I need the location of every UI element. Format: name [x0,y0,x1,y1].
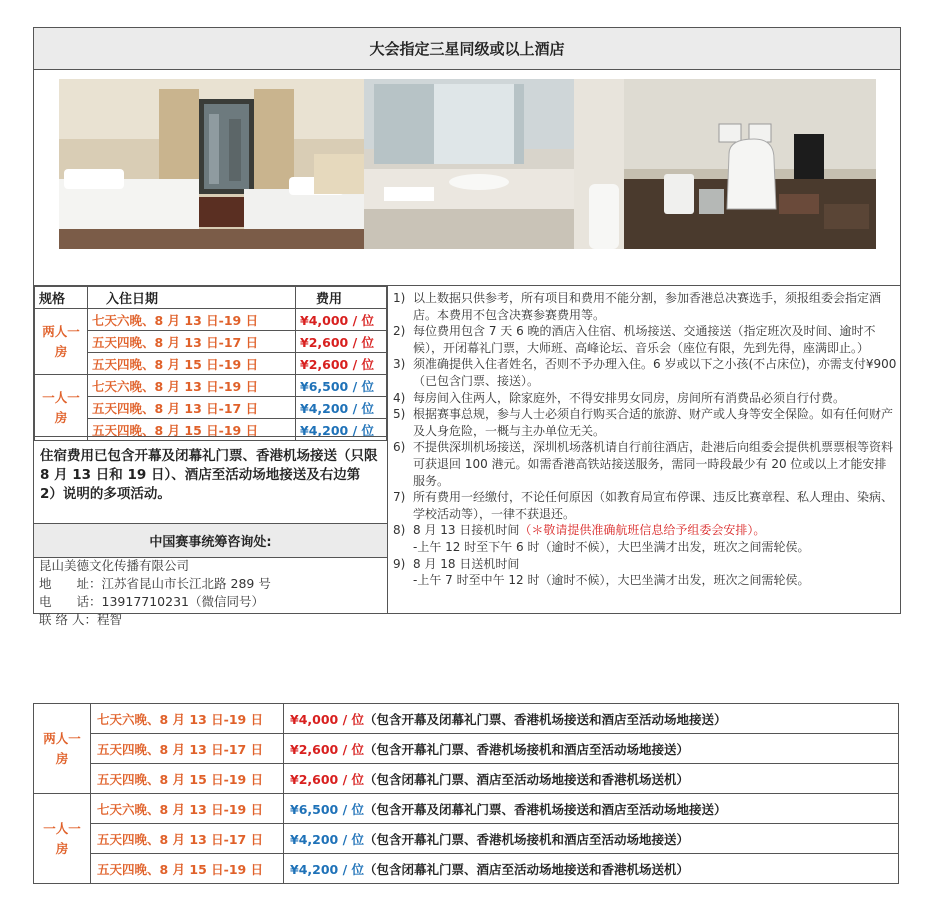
dates-cell: 五天四晚、8 月 13 日-17 日 [91,734,284,764]
table-row [34,824,899,854]
room-type-double: 两人一房 [35,309,88,375]
room-type-single: 一人一房 [34,794,91,884]
fee-value: ¥2,600 / 位 [290,771,365,787]
company-name: 昆山美德文化传播有限公司 [39,558,190,573]
note-number: 5) [393,407,406,422]
fee-value: ¥4,200 / 位 [290,831,365,847]
list-item [393,290,898,323]
person-value: 程智 [96,612,122,627]
address-label: 地 址： [39,576,102,591]
price-section [34,286,388,627]
dates-cell: 五天四晚、8 月 13 日-17 日 [88,331,296,353]
contact-info [34,557,387,629]
list-item [393,522,898,555]
note-number: 8) [393,523,406,538]
note-number: 2) [393,324,406,339]
fee-cell: ¥6,500 / 位 [296,375,387,397]
contact-header: 中国赛事统筹咨询处: [34,523,387,558]
note-text: 根据赛事总规，参与人士必须自行购买合适的旅游、财产或人身等安全保险。如有任何财产及人身危险，一概与主办单位无关。 [413,407,894,438]
address-line [39,575,382,593]
price-table-header [35,287,387,309]
table-row [35,331,387,353]
dates-cell: 五天四晚、8 月 15 日-19 日 [91,764,284,794]
package-detail-panel [33,703,901,891]
fee-detail: （包含开幕礼门票、香港机场接机和酒店至活动场地接送） [364,831,690,847]
fee-cell: ¥4,000 / 位 [296,309,387,331]
note-text: 每房间入住两人，除家庭外，不得安排男女同房，房间所有消费品必须自行付费。 [413,390,846,405]
fee-detail: （包含闭幕礼门票、酒店至活动场地接送和香港机场送机） [364,861,690,877]
fee-detail: （包含开幕礼门票、香港机场接机和酒店至活动场地接送） [364,741,690,757]
hotel-photos [34,69,900,286]
fee-detail: （包含闭幕礼门票、酒店至活动场地接送和香港机场送机） [364,771,690,787]
note-sub: -上午 7 时至中午 12 时（逾时不候），大巴坐满才出发，班次之间需轮侯。 [413,573,810,588]
table-row [34,794,899,824]
fee-detail-cell [284,824,899,854]
price-table [34,286,387,441]
fee-detail: （包含开幕及闭幕礼门票、香港机场接送和酒店至活动场地接送） [364,801,727,817]
table-row [34,764,899,794]
note-number: 6) [393,440,406,455]
address-value: 江苏省昆山市长江北路 289 号 [101,576,271,591]
fee-cell: ¥2,600 / 位 [296,353,387,375]
fee-detail-cell [284,704,899,734]
notes-list [393,290,898,589]
package-detail-table [33,703,899,884]
list-item [393,323,898,356]
fee-detail: （包含开幕及闭幕礼门票、香港机场接送和酒店至活动场地接送） [364,711,727,727]
note-text: 8 月 13 日接机时间 [413,523,520,538]
fee-value: ¥4,200 / 位 [290,861,365,877]
dates-cell: 五天四晚、8 月 15 日-19 日 [88,353,296,375]
note-text: 每位费用包含 7 天 6 晚的酒店入住宿、机场接送、交通接送（指定班次及时间、逾时不候），开闭幕礼门票，大师班、高峰论坛、音乐会（座位有限，先到先得，座满即止。） [413,324,876,355]
list-item [393,406,898,439]
dates-cell: 七天六晚、8 月 13 日-19 日 [88,375,296,397]
room-type-single: 一人一房 [35,375,88,441]
table-row [35,353,387,375]
phone-label: 电 话： [39,594,102,609]
note-highlight: （＊敬请提供准确航班信息给予组委会安排）。 [519,523,766,538]
note-sub: -上午 12 时至下午 6 时（逾时不候），大巴坐满才出发，班次之间需轮侯。 [413,539,810,554]
note-text: 须准确提供入住者姓名，否则不予办理入住。6 岁或以下之小孩(不占床位)，亦需支付¥900（已包含门票、接送）。 [413,357,897,388]
person-line [39,611,382,629]
table-row [34,704,899,734]
table-row [35,309,387,331]
note-number: 1) [393,291,406,305]
fee-cell: ¥2,600 / 位 [296,331,387,353]
header-dates: 入住日期 [88,287,296,309]
note-number: 3) [393,357,406,372]
note-text: 不提供深圳机场接送，深圳机场落机请自行前往酒店，赴港后向组委会提供机票票根等资料可获退回 100 港元。如需香港高铁站接送服务，需同一時段最少有 20 位或以上才能安排服务。 [413,440,894,488]
person-label: 联 络 人： [39,612,97,627]
room-type-double: 两人一房 [34,704,91,794]
table-row [34,734,899,764]
dates-cell: 五天四晚、8 月 13 日-17 日 [91,824,284,854]
fee-value: ¥2,600 / 位 [290,741,365,757]
dates-cell: 七天六晚、8 月 13 日-19 日 [88,309,296,331]
hotel-info-panel [33,27,901,627]
note-text: 以上数据只供参考，所有项目和费用不能分割，参加香港总决赛选手，须报组委会指定酒店。本费用不包含决赛参赛费用等。 [413,291,882,322]
table-row [35,375,387,397]
list-item [393,439,898,489]
dates-cell: 七天六晚、8 月 13 日-19 日 [91,794,284,824]
note-number: 7) [393,490,406,505]
bathroom-photo [364,79,624,249]
dates-cell: 七天六晚、8 月 13 日-19 日 [91,704,284,734]
note-text: 所有费用一经缴付，不论任何原因（如教育局宣布停课、违反比赛章程、私人理由、染病、学校活动等），一律不获退还。 [413,490,894,521]
dates-cell: 五天四晚、8 月 13 日-17 日 [88,397,296,419]
list-item [393,356,898,389]
note-number: 9) [393,556,406,571]
table-row [34,854,899,884]
header-fee: 费用 [296,287,387,309]
fee-detail-cell [284,764,899,794]
header-type: 规格 [35,287,88,309]
list-item [393,489,898,522]
hotel-title: 大会指定三星同级或以上酒店 [34,28,900,70]
list-item [393,390,898,407]
fee-value: ¥4,000 / 位 [290,711,365,727]
package-summary: 住宿费用已包含开幕及闭幕礼门票、香港机场接送（只限 8 月 13 日和 19 日）、酒店至活动场地接送及右边第 2）说明的多项活动。 [34,436,387,522]
phone-line [39,593,382,611]
note-text: 8 月 18 日送机时间 [413,556,520,571]
fee-detail-cell [284,794,899,824]
bedroom-photo [59,79,364,249]
dates-cell: 五天四晚、8 月 15 日-19 日 [88,419,296,441]
list-item [393,556,898,589]
phone-value: 13917710231（微信同号） [101,594,264,609]
fee-cell: ¥4,200 / 位 [296,397,387,419]
fee-cell: ¥4,200 / 位 [296,419,387,441]
table-row [35,397,387,419]
dates-cell: 五天四晚、8 月 15 日-19 日 [91,854,284,884]
fee-detail-cell [284,734,899,764]
note-number: 4) [393,390,406,405]
fee-detail-cell [284,854,899,884]
fee-value: ¥6,500 / 位 [290,801,365,817]
kettle-photo [624,79,876,249]
